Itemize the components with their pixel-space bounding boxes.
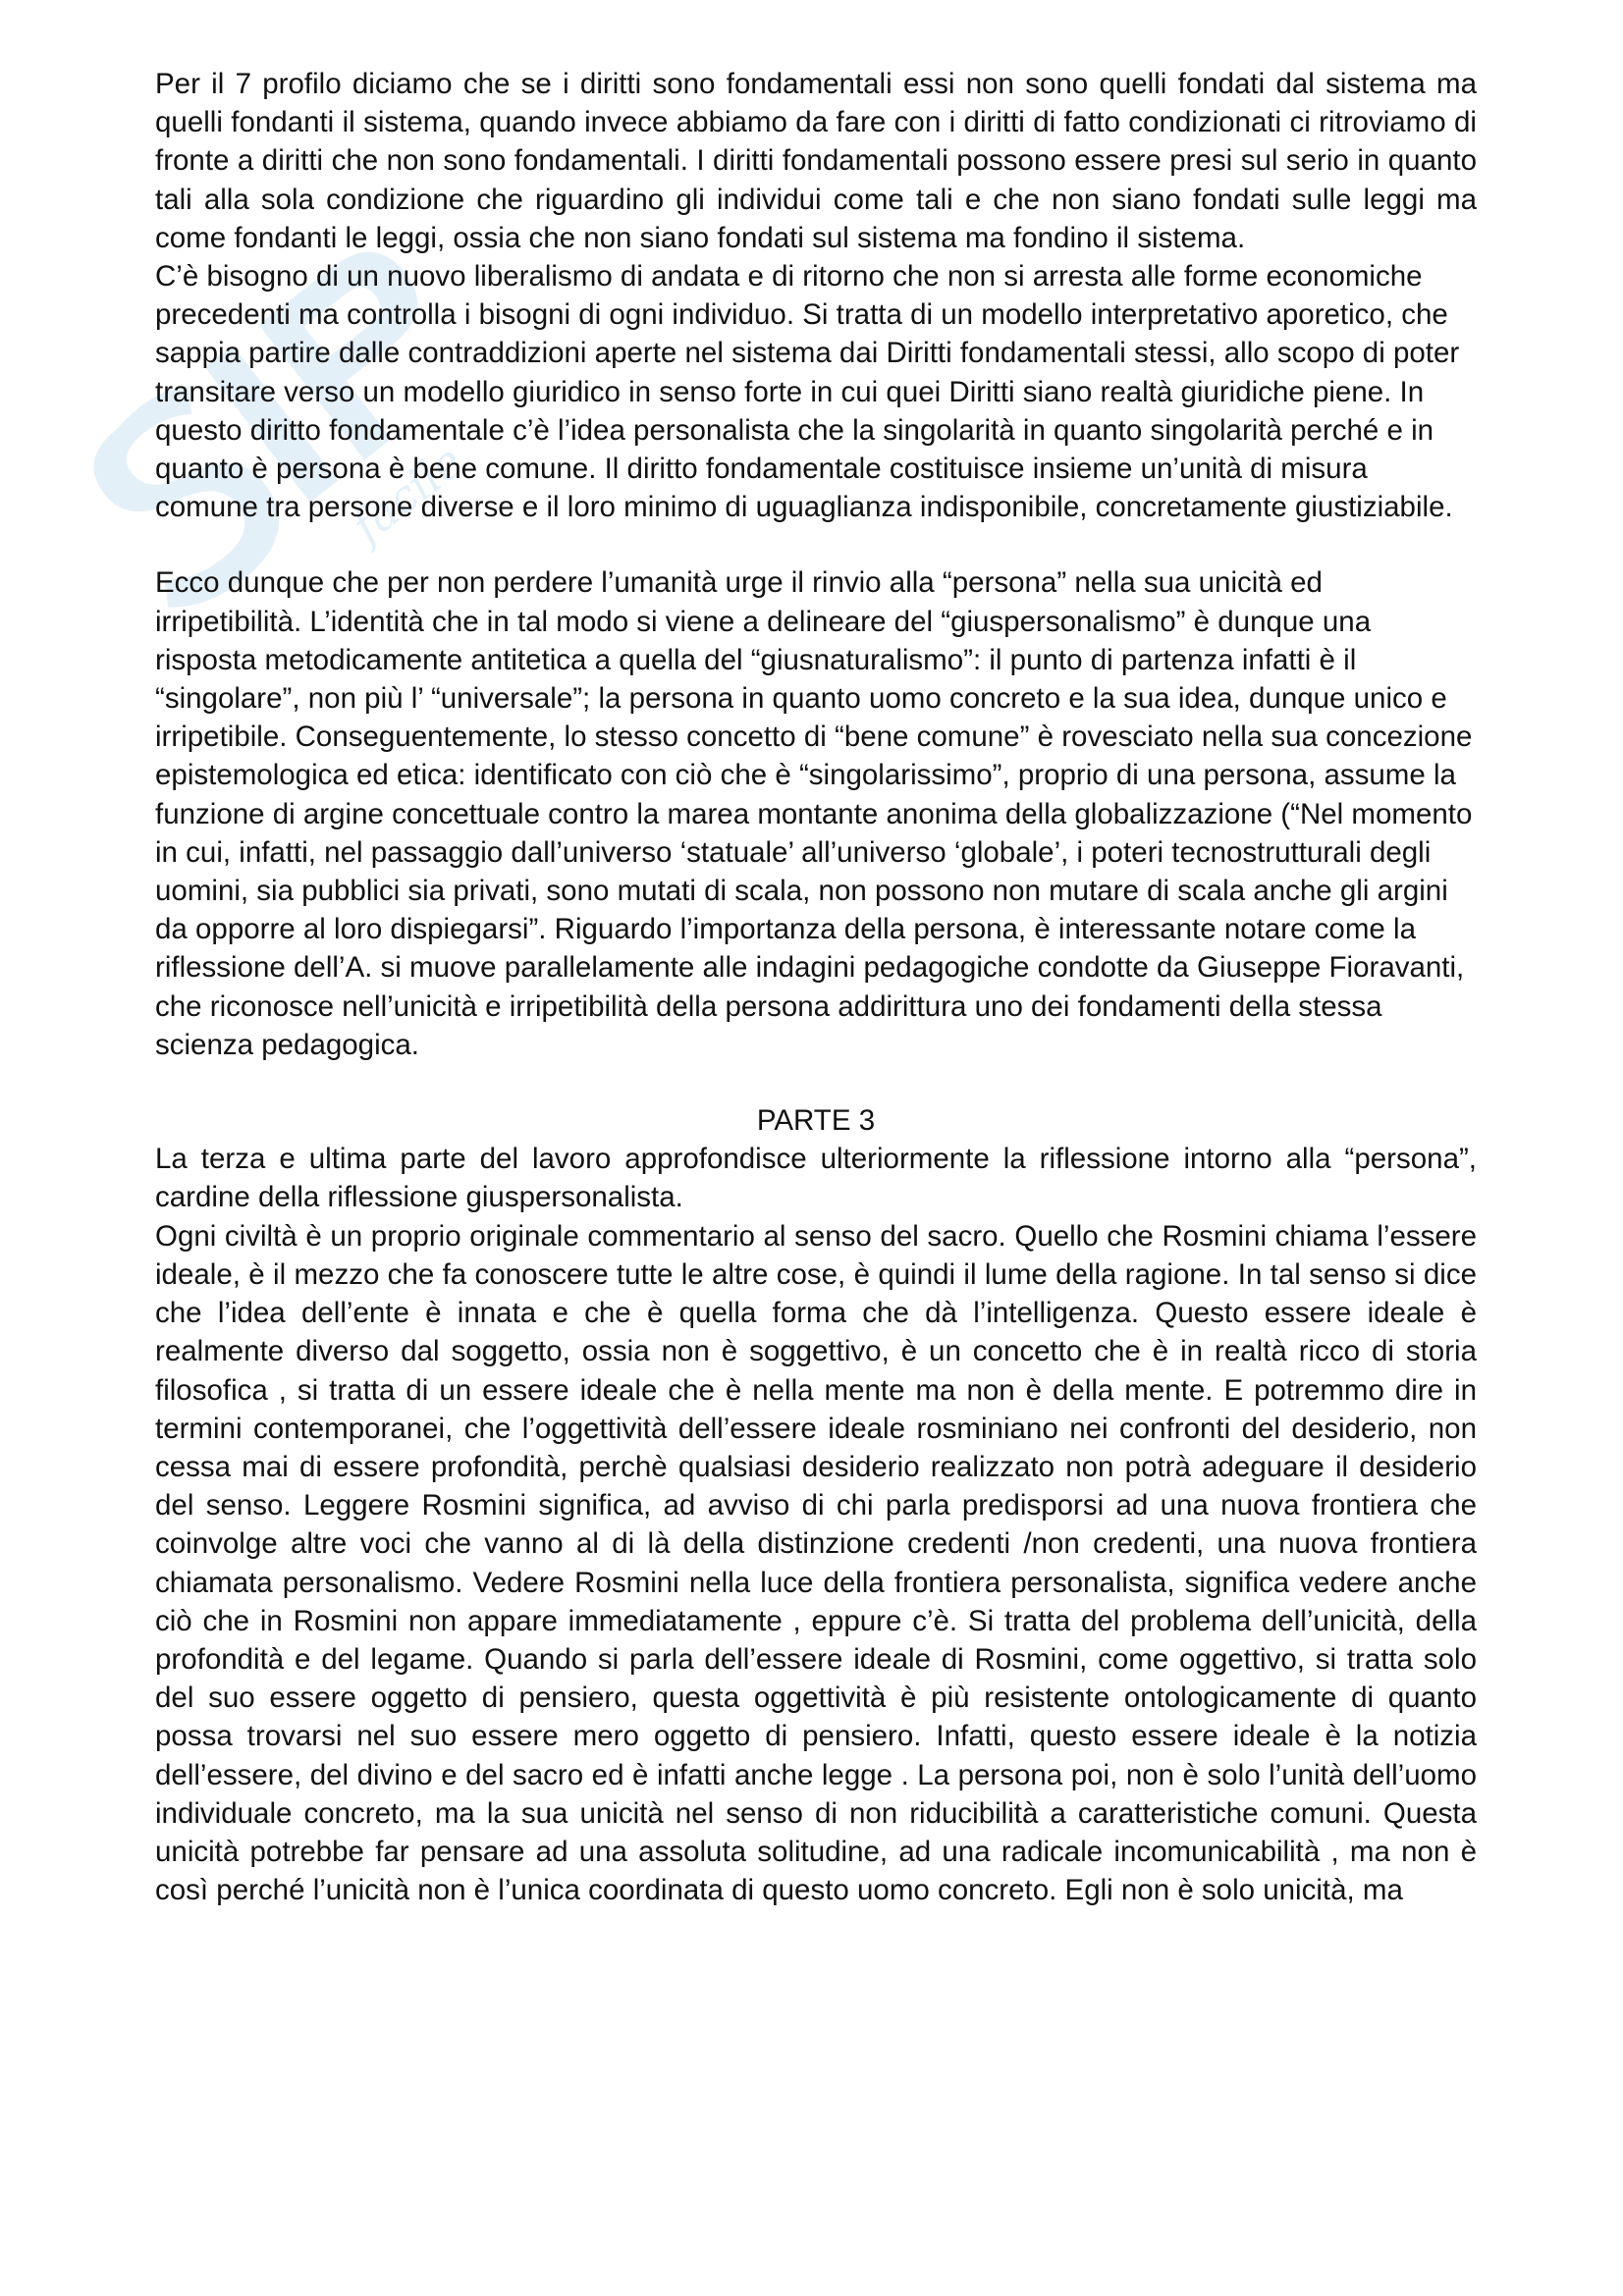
paragraph-3: Ecco dunque che per non perdere l’umanità urge il rinvio alla “persona” nella sua unicità ed irripetibilità. L’identità che in tal modo si viene a delineare del “giuspersonalismo” è dunque una risposta metodicamente antitetica a quella del “giusnaturalismo”: il punto di partenza infatti è il “singolare”, non più l’ “universale”; la persona in quanto uomo concreto e la sua idea, dunque unico e irripetibile. Conseguentemente, lo stesso concetto di “bene comune” è rovesciato nella sua concezione epistemologica ed etica: identificato con ciò che è “singolarissimo”, proprio di una persona, assume la funzione di argine concettuale contro la marea montante anonima della globalizzazione (“Nel momento in cui, infatti, nel passaggio dall’universo ‘statuale’ all’universo ‘globale’, i poteri tecnostrutturali degli uomini, sia pubblici sia privati, sono mutati di scala, non possono non mutare di scala anche gli argini da opporre al loro dispiegarsi”. Riguardo l’importanza della persona, è interessante notare come la riflessione dell’A. si muove parallelamente alle indagini pedagogiche condotte da Giuseppe Fioravanti, che riconosce nell’unicità e irripetibilità della persona addirittura uno dei fondamenti della stessa scienza pedagogica. bbox=[155, 566, 1473, 1061]
section-heading: PARTE 3 bbox=[756, 1104, 876, 1138]
paragraph-1: Per il 7 profilo diciamo che se i diritti sono fondamentali essi non sono quelli fondati dal sistema ma quelli fondanti il sistema, quando invece abbiamo da fare con i diritti di fatto condizionati ci ritroviamo di fronte a diritti che non sono fondamentali. I diritti fondamentali possono essere presi sul serio in quanto tali alla sola condizione che riguardino gli individui come tali e che non siano fondati sulle leggi ma come fondanti le leggi, ossia che non siano fondati sul sistema ma fondino il sistema. bbox=[155, 68, 1477, 254]
document-page bbox=[155, 65, 1477, 1909]
part3-paragraph-2: Ogni civiltà è un proprio originale commentario al senso del sacro. Quello che Rosmini chiama l’essere ideale, è il mezzo che fa conoscere tutte le altre cose, è quindi il lume della ragione. In tal senso si dice che l’idea dell’ente è innata e che è quella forma che dà l’intelligenza. Questo essere ideale è realmente diverso dal soggetto, ossia non è soggettivo, è un concetto che è in realtà ricco di storia filosofica , si tratta di un essere ideale che è nella mente ma non è della mente. E potremmo dire in termini contemporanei, che l’oggettività dell’essere ideale rosminiano nei confronti del desiderio, non cessa mai di essere profondità, perchè qualsiasi desiderio realizzato non potrà adeguare il desiderio del senso. Leggere Rosmini significa, ad avviso di chi parla predisporsi ad una nuova frontiera che coinvolge altre voci che vanno al di là della distinzione credenti /non credenti, una nuova frontiera chiamata personalismo. Vedere Rosmini nella luce della frontiera personalista, significa vedere anche ciò che in Rosmini non appare immediatamente , eppure c’è. Si tratta del problema dell’unicità, della profondità e del legame. Quando si parla dell’essere ideale di Rosmini, come oggettivo, si tratta solo del suo essere oggetto di pensiero, questa oggettività è più resistente ontologicamente di quanto possa trovarsi nel suo essere mero oggetto di pensiero. Infatti, questo essere ideale è la notizia dell’essere, del divino e del sacro ed è infatti anche legge . La persona poi, non è solo l’unità dell’uomo individuale concreto, ma la sua unicità nel senso di non riducibilità a caratteristiche comuni. Questa unicità potrebbe far pensare ad una assoluta solitudine, ad una radicale incomunicabilità , ma non è così perché l’unicità non è l’unica coordinata di questo uomo concreto. Egli non è solo unicità, ma bbox=[155, 1219, 1477, 1907]
paragraph-2: C’è bisogno di un nuovo liberalismo di andata e di ritorno che non si arresta alle forme economiche precedenti ma controlla i bisogni di ogni individuo. Si tratta di un modello interpretativo aporetico, che sappia partire dalle contraddizioni aperte nel sistema dai Diritti fondamentali stessi, allo scopo di poter transitare verso un modello giuridico in senso forte in cui quei Diritti siano realtà giuridiche piene. In questo diritto fondamentale c’è l’idea personalista che la singolarità in quanto singolarità perché e in quanto è persona è bene comune. Il diritto fondamentale costituisce insieme un’unità di misura comune tra persone diverse e il loro minimo di uguaglianza indisponibile, concretamente giustiziabile. bbox=[155, 260, 1460, 524]
part3-paragraph-1: La terza e ultima parte del lavoro approfondisce ulteriormente la riflessione intorno alla “persona”, cardine della riflessione giuspersonalista. bbox=[155, 1143, 1477, 1214]
paragraph-gap bbox=[155, 526, 1477, 563]
svg-text:facile: facile bbox=[342, 434, 473, 554]
paragraph-gap bbox=[155, 1064, 1477, 1101]
